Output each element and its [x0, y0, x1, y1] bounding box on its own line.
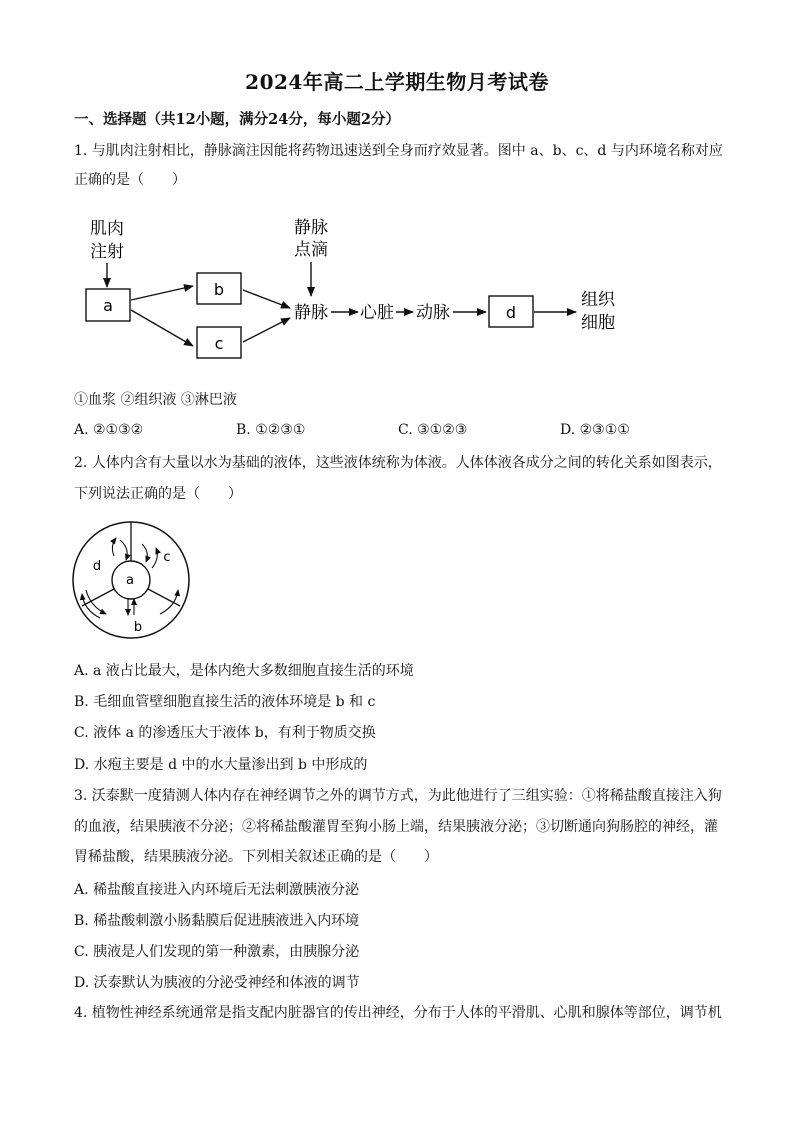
q3-option-a: A. 稀盐酸直接进入内环境后无法刺激胰液分泌	[74, 882, 360, 898]
q2-label-b: b	[133, 620, 143, 635]
q3-stem-line2: 的血液，结果胰液不分泌；②将稀盐酸灌胃至狗小肠上端，结果胰液分泌；③切断通向狗肠腔的神经，灌	[74, 819, 718, 835]
q1-option-d: D. ②③①①	[560, 422, 630, 438]
q2-stem-line1: 2. 人体内含有大量以水为基础的液体，这些液体统称为体液。人体体液各成分之间的转化关系如图表示，	[74, 455, 722, 471]
q1-stem-line1: 1. 与肌肉注射相比，静脉滴注因能将药物迅速送到全身而疗效显著。图中 a、b、c、d 与内环境名称对应	[74, 143, 723, 159]
q2-divider-right	[148, 589, 180, 606]
q1-label-xibao: 细胞	[581, 313, 615, 333]
q2-stem-line2: 下列说法正确的是（ ）	[74, 486, 242, 502]
page-title: 2024年高二上学期生物月考试卷	[245, 70, 549, 94]
q1-options	[74, 422, 734, 438]
q1-label-xinzang: 心脏	[360, 303, 394, 323]
q1-label-jirou: 肌肉	[90, 219, 124, 239]
q2-label-a: a	[126, 573, 134, 588]
q3-option-c: C. 胰液是人们发现的第一种激素，由胰腺分泌	[74, 944, 360, 960]
q1-option-a: A. ②①③②	[74, 422, 144, 438]
q1-box-d-label: d	[505, 303, 517, 322]
q2-label-c: c	[163, 550, 171, 565]
q1-label-jingmai-top: 静脉	[294, 218, 328, 238]
q2-option-a: A. a 液占比最大，是体内绝大多数细胞直接生活的环境	[74, 663, 414, 679]
q1-box-a-label: a	[103, 296, 113, 315]
q1-label-dongmai: 动脉	[416, 303, 450, 323]
q1-arrow-c-vein	[243, 318, 290, 342]
q2-arrow-b-c	[160, 590, 178, 614]
q1-label-diandi: 点滴	[294, 240, 328, 260]
q2-arrow-a-c	[152, 548, 157, 568]
q1-arrow-a-b	[131, 286, 193, 300]
q1-label-jingmai: 静脉	[294, 303, 328, 323]
q2-option-b: B. 毛细血管壁细胞直接生活的液体环境是 b 和 c	[74, 694, 376, 710]
q2-arrow-c-a	[142, 544, 147, 562]
q2-option-c: C. 液体 a 的渗透压大于液体 b，有利于物质交换	[74, 725, 376, 741]
q2-label-d: d	[92, 559, 102, 574]
q1-label-zuzhi: 组织	[581, 290, 615, 310]
q4-stem-line1: 4. 植物性神经系统通常是指支配内脏器官的传出神经，分布于人体的平滑肌、心肌和腺体等部位，调节机	[74, 1005, 722, 1021]
q2-option-d: D. 水疱主要是 d 中的水大量渗出到 b 中形成的	[74, 757, 368, 773]
q1-arrow-a-c	[131, 310, 193, 346]
q1-legend: ①血浆 ②组织液 ③淋巴液	[74, 392, 237, 408]
q1-stem-line2: 正确的是（ ）	[74, 172, 186, 188]
q3-stem-line3: 胃稀盐酸，结果胰液分泌。下列相关叙述正确的是（ ）	[74, 849, 438, 865]
q1-box-b-label: b	[213, 280, 225, 299]
q3-stem-line1: 3. 沃泰默一度猜测人体内存在神经调节之外的调节方式，为此他进行了三组实验：①将稀盐酸直接注入狗	[74, 788, 722, 804]
q1-arrow-b-vein	[243, 290, 290, 308]
q2-arrow-a-d	[112, 538, 116, 556]
q3-option-b: B. 稀盐酸刺激小肠黏膜后促进胰液进入内环境	[74, 913, 360, 929]
q1-label-zhushe: 注射	[90, 242, 124, 262]
q1-option-c: C. ③①②③	[398, 422, 468, 438]
q3-option-d: D. 沃泰默认为胰液的分泌受神经和体液的调节	[74, 975, 360, 991]
section-heading: 一、选择题（共12小题，满分24分，每小题2分）	[74, 111, 400, 128]
q2-arrow-d-a	[120, 540, 127, 560]
q1-diagram	[0, 200, 794, 370]
q1-box-c-label: c	[214, 334, 224, 353]
q2-diagram	[60, 510, 200, 650]
q1-option-b: B. ①②③①	[236, 422, 306, 438]
